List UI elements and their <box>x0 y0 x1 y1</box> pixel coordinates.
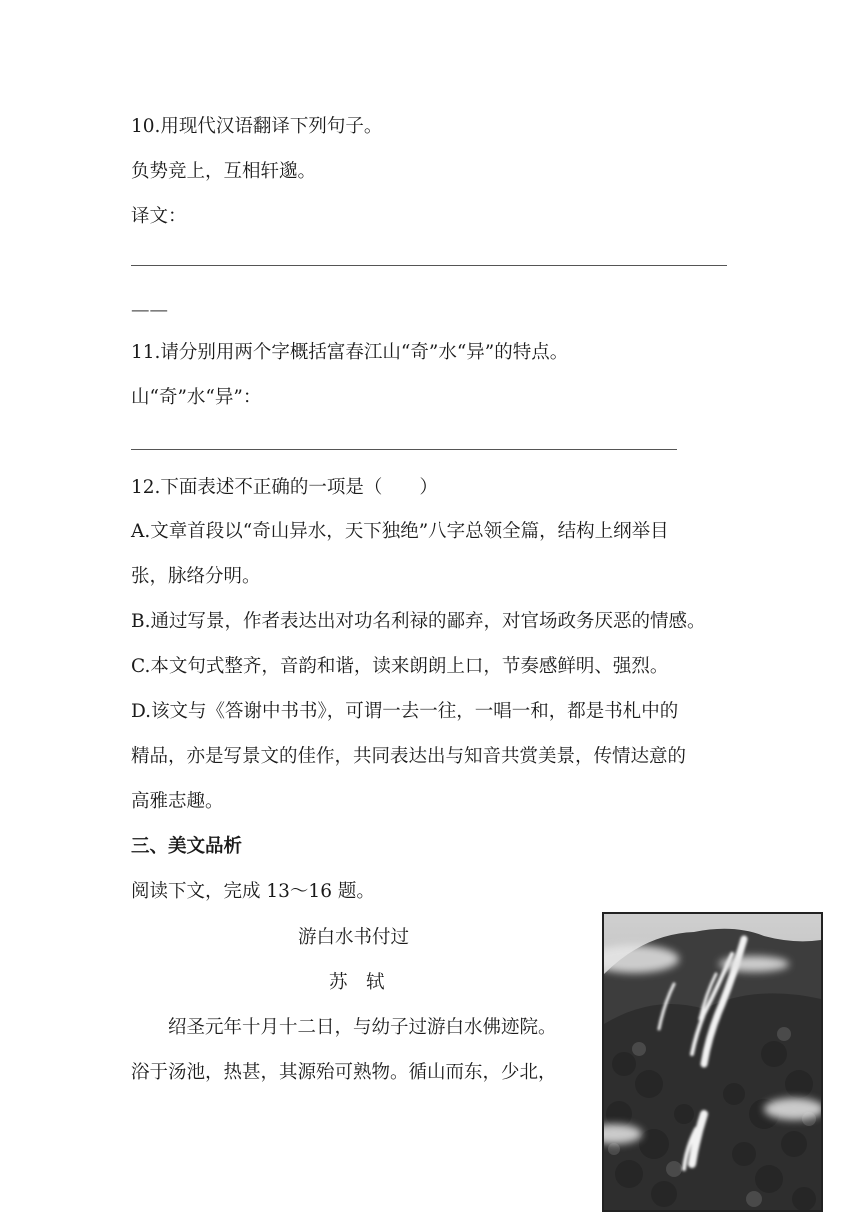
section-heading: 三、美文品析 <box>131 836 243 857</box>
section-instruction: 阅读下文，完成 13～16 题。 <box>131 881 375 902</box>
q10-sentence: 负势竞上，互相轩邈。 <box>131 161 317 182</box>
passage-title: 游白水书付过 <box>298 927 410 948</box>
q11-title: 11.请分别用两个字概括富春江山“奇”水“异”的特点。 <box>131 342 569 363</box>
passage-author: 苏 轼 <box>329 972 385 993</box>
option-b: B.通过写景，作者表达出对功名利禄的鄙弃，对官场政务厌恶的情感。 <box>131 611 706 632</box>
q11-answer-line[interactable] <box>131 449 677 450</box>
q12-title: 12.下面表述不正确的一项是（ ） <box>131 477 438 498</box>
q11-answer-label: 山“奇”水“异”： <box>131 387 262 408</box>
waterfall-photo <box>602 912 823 1212</box>
option-a-line2: 张，脉络分明。 <box>131 566 261 587</box>
option-d-line1: D.该文与《答谢中书书》，可谓一去一往，一唱一和，都是书札中的 <box>131 701 679 722</box>
option-d-line3: 高雅志趣。 <box>131 791 224 812</box>
q10-answer-tail: —— <box>131 300 168 321</box>
option-c: C.本文句式整齐，音韵和谐，读来朗朗上口，节奏感鲜明、强烈。 <box>131 656 669 677</box>
option-d-line2: 精品，亦是写景文的佳作，共同表达出与知音共赏美景，传情达意的 <box>131 746 687 767</box>
passage-line-1: 绍圣元年十月十二日，与幼子过游白水佛迹院。 <box>168 1017 557 1038</box>
q10-title: 10.用现代汉语翻译下列句子。 <box>131 116 383 137</box>
q10-answer-label: 译文： <box>131 206 187 227</box>
option-a-line1: A.文章首段以“奇山异水，天下独绝”八字总领全篇，结构上纲举目 <box>131 521 669 542</box>
q10-answer-line[interactable] <box>131 265 727 266</box>
passage-line-2: 浴于汤池，热甚，其源殆可熟物。循山而东，少北， <box>131 1062 557 1083</box>
